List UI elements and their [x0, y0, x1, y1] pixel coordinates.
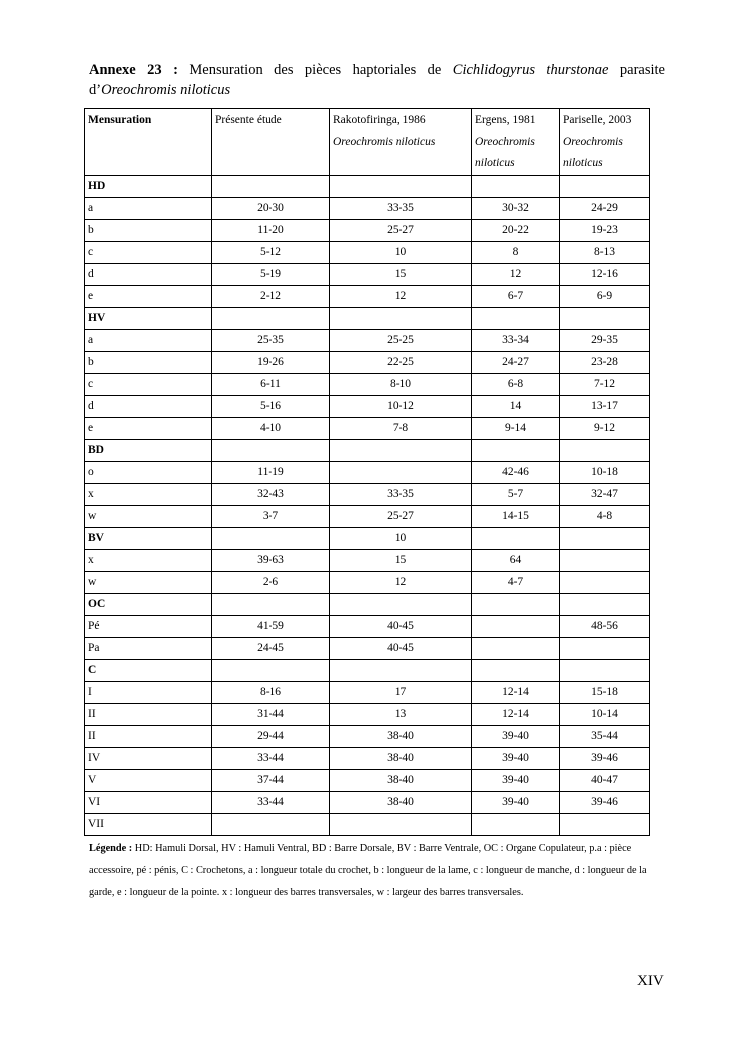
row-label: x: [85, 483, 212, 505]
table-cell: 5-19: [212, 263, 330, 285]
row-label: c: [85, 373, 212, 395]
title-text-1: Mensuration des pièces haptoriales de: [177, 62, 453, 78]
table-cell: 14-15: [472, 505, 560, 527]
table-cell: 6-9: [560, 285, 650, 307]
column-header: [472, 109, 560, 176]
table-cell: [212, 527, 330, 549]
table-cell: 12-14: [472, 703, 560, 725]
row-label: I: [85, 681, 212, 703]
table-cell: 4-7: [472, 571, 560, 593]
table-cell: 40-47: [560, 769, 650, 791]
table-cell: 4-8: [560, 505, 650, 527]
table-cell: 15-18: [560, 681, 650, 703]
column-header-line: Rakotofiringa, 1986: [333, 114, 426, 126]
table-cell: [330, 659, 472, 681]
column-header: [212, 109, 330, 176]
row-label: b: [85, 351, 212, 373]
table-cell: 4-10: [212, 417, 330, 439]
row-label: VII: [85, 813, 212, 835]
table-cell: [560, 549, 650, 571]
table-cell: [330, 307, 472, 329]
table-cell: 11-19: [212, 461, 330, 483]
table-cell: 40-45: [330, 637, 472, 659]
row-label: BV: [85, 527, 212, 549]
table-cell: 13: [330, 703, 472, 725]
table-cell: 22-25: [330, 351, 472, 373]
column-header-line: Présente étude: [215, 114, 282, 126]
table-cell: [212, 439, 330, 461]
table-cell: 41-59: [212, 615, 330, 637]
table-cell: 12-16: [560, 263, 650, 285]
legend-label: Légende :: [89, 843, 133, 854]
table-cell: 10-14: [560, 703, 650, 725]
table-cell: 24-27: [472, 351, 560, 373]
parasite-species: Cichlidogyrus thurstonae: [452, 62, 609, 78]
table-cell: 25-25: [330, 329, 472, 351]
table-cell: [472, 175, 560, 197]
table-cell: 24-45: [212, 637, 330, 659]
table-row: [85, 461, 650, 483]
table-cell: 13-17: [560, 395, 650, 417]
table-cell: 12: [330, 571, 472, 593]
table-row: [85, 593, 650, 615]
row-label: HD: [85, 175, 212, 197]
row-label: x: [85, 549, 212, 571]
table-cell: [212, 813, 330, 835]
table-cell: 10-12: [330, 395, 472, 417]
table-cell: 29-44: [212, 725, 330, 747]
table-row: [85, 747, 650, 769]
table-cell: 35-44: [560, 725, 650, 747]
table-cell: [330, 461, 472, 483]
row-label: IV: [85, 747, 212, 769]
table-body: [85, 175, 650, 835]
table-cell: 25-27: [330, 505, 472, 527]
row-label: II: [85, 725, 212, 747]
table-cell: 38-40: [330, 725, 472, 747]
table-cell: 20-30: [212, 197, 330, 219]
table-cell: 39-40: [472, 769, 560, 791]
table-cell: [472, 659, 560, 681]
table-cell: 10: [330, 527, 472, 549]
host-species: Oreochromis niloticus: [101, 82, 231, 98]
table-cell: 9-12: [560, 417, 650, 439]
table-cell: 33-35: [330, 483, 472, 505]
table-row: [85, 351, 650, 373]
table-cell: 12-14: [472, 681, 560, 703]
table-cell: [330, 175, 472, 197]
row-label: e: [85, 285, 212, 307]
table-cell: [560, 813, 650, 835]
table-cell: 7-12: [560, 373, 650, 395]
table-cell: 39-40: [472, 725, 560, 747]
table-cell: 32-43: [212, 483, 330, 505]
table-cell: 15: [330, 549, 472, 571]
table-cell: 5-7: [472, 483, 560, 505]
table-cell: 2-12: [212, 285, 330, 307]
row-label: C: [85, 659, 212, 681]
table-cell: [472, 593, 560, 615]
table-cell: 14: [472, 395, 560, 417]
table-cell: 30-32: [472, 197, 560, 219]
table-row: [85, 659, 650, 681]
table-cell: [472, 439, 560, 461]
column-header-line: Mensuration: [88, 114, 152, 126]
table-cell: 24-29: [560, 197, 650, 219]
table-row: [85, 219, 650, 241]
table-cell: [560, 439, 650, 461]
table-row: [85, 483, 650, 505]
column-header-line: Ergens, 1981: [475, 114, 536, 126]
table-row: [85, 395, 650, 417]
table-cell: 6-8: [472, 373, 560, 395]
legend-text: HD: Hamuli Dorsal, HV : Hamuli Ventral, BD : Barre Dorsale, BV : Barre Ventrale, OC : Organe Copulateur, p.a : pièce accessoire, pé : pénis, C : Crochetons, a : longueur totale du crochet, b : longueur de la lame, c : longueur de manche, d : longueur de la garde, e : longueur de la pointe. x : longueur des barres transversales, w : largeur des barres transversales.: [89, 843, 647, 898]
row-label: a: [85, 329, 212, 351]
table-cell: 12: [330, 285, 472, 307]
annex-label: Annexe 23 :: [89, 62, 178, 78]
table-cell: [560, 307, 650, 329]
table-cell: [560, 637, 650, 659]
table-row: [85, 263, 650, 285]
table-row: [85, 813, 650, 835]
table-row: [85, 329, 650, 351]
table-cell: 8: [472, 241, 560, 263]
table-row: [85, 373, 650, 395]
table-cell: 64: [472, 549, 560, 571]
table-row: [85, 307, 650, 329]
table-cell: 8-13: [560, 241, 650, 263]
table-cell: 6-11: [212, 373, 330, 395]
column-header-line: Oreochromis niloticus: [333, 135, 436, 148]
table-cell: [560, 659, 650, 681]
title-text-2: parasite d’: [89, 62, 665, 98]
table-header-row: [85, 109, 650, 176]
table-cell: 19-23: [560, 219, 650, 241]
table-cell: 40-45: [330, 615, 472, 637]
column-header-line: Oreochromis: [475, 135, 535, 148]
column-header: [85, 109, 212, 176]
table-cell: 7-8: [330, 417, 472, 439]
table-cell: [560, 527, 650, 549]
row-label: e: [85, 417, 212, 439]
table-cell: 5-16: [212, 395, 330, 417]
table-cell: 23-28: [560, 351, 650, 373]
row-label: o: [85, 461, 212, 483]
row-label: b: [85, 219, 212, 241]
table-cell: 12: [472, 263, 560, 285]
table-cell: 10: [330, 241, 472, 263]
row-label: d: [85, 395, 212, 417]
table-cell: 39-46: [560, 791, 650, 813]
annex-title: [89, 60, 665, 100]
table-cell: 42-46: [472, 461, 560, 483]
table-row: [85, 197, 650, 219]
table-cell: [212, 175, 330, 197]
column-header: [560, 109, 650, 176]
table-cell: 20-22: [472, 219, 560, 241]
column-header-line: niloticus: [563, 157, 603, 169]
table-cell: [212, 593, 330, 615]
row-label: a: [85, 197, 212, 219]
table-cell: 33-44: [212, 791, 330, 813]
row-label: w: [85, 505, 212, 527]
table-row: [85, 241, 650, 263]
row-label: HV: [85, 307, 212, 329]
row-label: VI: [85, 791, 212, 813]
table-cell: 25-27: [330, 219, 472, 241]
table-cell: [330, 593, 472, 615]
table-row: [85, 615, 650, 637]
row-label: c: [85, 241, 212, 263]
table-cell: 33-44: [212, 747, 330, 769]
column-header: [330, 109, 472, 176]
table-row: [85, 527, 650, 549]
table-cell: 2-6: [212, 571, 330, 593]
table-cell: 38-40: [330, 769, 472, 791]
table-cell: [472, 813, 560, 835]
row-label: BD: [85, 439, 212, 461]
table-row: [85, 703, 650, 725]
table-cell: 8-10: [330, 373, 472, 395]
table-cell: 29-35: [560, 329, 650, 351]
table-cell: [212, 307, 330, 329]
column-header-line: Pariselle, 2003: [563, 114, 632, 126]
table-cell: 38-40: [330, 791, 472, 813]
row-label: w: [85, 571, 212, 593]
table-row: [85, 285, 650, 307]
table-cell: [560, 571, 650, 593]
table-cell: 5-12: [212, 241, 330, 263]
table-cell: 9-14: [472, 417, 560, 439]
table-row: [85, 549, 650, 571]
table-row: [85, 505, 650, 527]
table-cell: 39-40: [472, 747, 560, 769]
row-label: Pé: [85, 615, 212, 637]
table-cell: 33-35: [330, 197, 472, 219]
table-row: [85, 769, 650, 791]
table-cell: 17: [330, 681, 472, 703]
table-row: [85, 681, 650, 703]
table-row: [85, 175, 650, 197]
table-row: [85, 725, 650, 747]
measurement-table: [84, 108, 650, 836]
column-header-line: Oreochromis: [563, 135, 623, 148]
table-cell: 3-7: [212, 505, 330, 527]
table-row: [85, 571, 650, 593]
table-cell: 31-44: [212, 703, 330, 725]
table-cell: 25-35: [212, 329, 330, 351]
table-cell: 48-56: [560, 615, 650, 637]
table-row: [85, 637, 650, 659]
table-row: [85, 439, 650, 461]
table-cell: 8-16: [212, 681, 330, 703]
table-cell: 39-40: [472, 791, 560, 813]
legend: [89, 838, 669, 904]
table-cell: [472, 615, 560, 637]
row-label: Pa: [85, 637, 212, 659]
table-cell: [330, 813, 472, 835]
table-cell: 19-26: [212, 351, 330, 373]
row-label: OC: [85, 593, 212, 615]
table-cell: 11-20: [212, 219, 330, 241]
row-label: II: [85, 703, 212, 725]
table-cell: 39-46: [560, 747, 650, 769]
table-cell: 6-7: [472, 285, 560, 307]
table-cell: 10-18: [560, 461, 650, 483]
table-row: [85, 417, 650, 439]
row-label: d: [85, 263, 212, 285]
page-number: XIV: [637, 973, 664, 989]
table-cell: 39-63: [212, 549, 330, 571]
table-cell: [560, 175, 650, 197]
table-cell: [330, 439, 472, 461]
table-cell: [212, 659, 330, 681]
table-cell: 33-34: [472, 329, 560, 351]
table-cell: 38-40: [330, 747, 472, 769]
table-cell: 37-44: [212, 769, 330, 791]
table-cell: 32-47: [560, 483, 650, 505]
column-header-line: niloticus: [475, 157, 515, 169]
table-cell: [472, 527, 560, 549]
table-row: [85, 791, 650, 813]
table-cell: [472, 637, 560, 659]
table-cell: [560, 593, 650, 615]
table-cell: [472, 307, 560, 329]
row-label: V: [85, 769, 212, 791]
table-cell: 15: [330, 263, 472, 285]
